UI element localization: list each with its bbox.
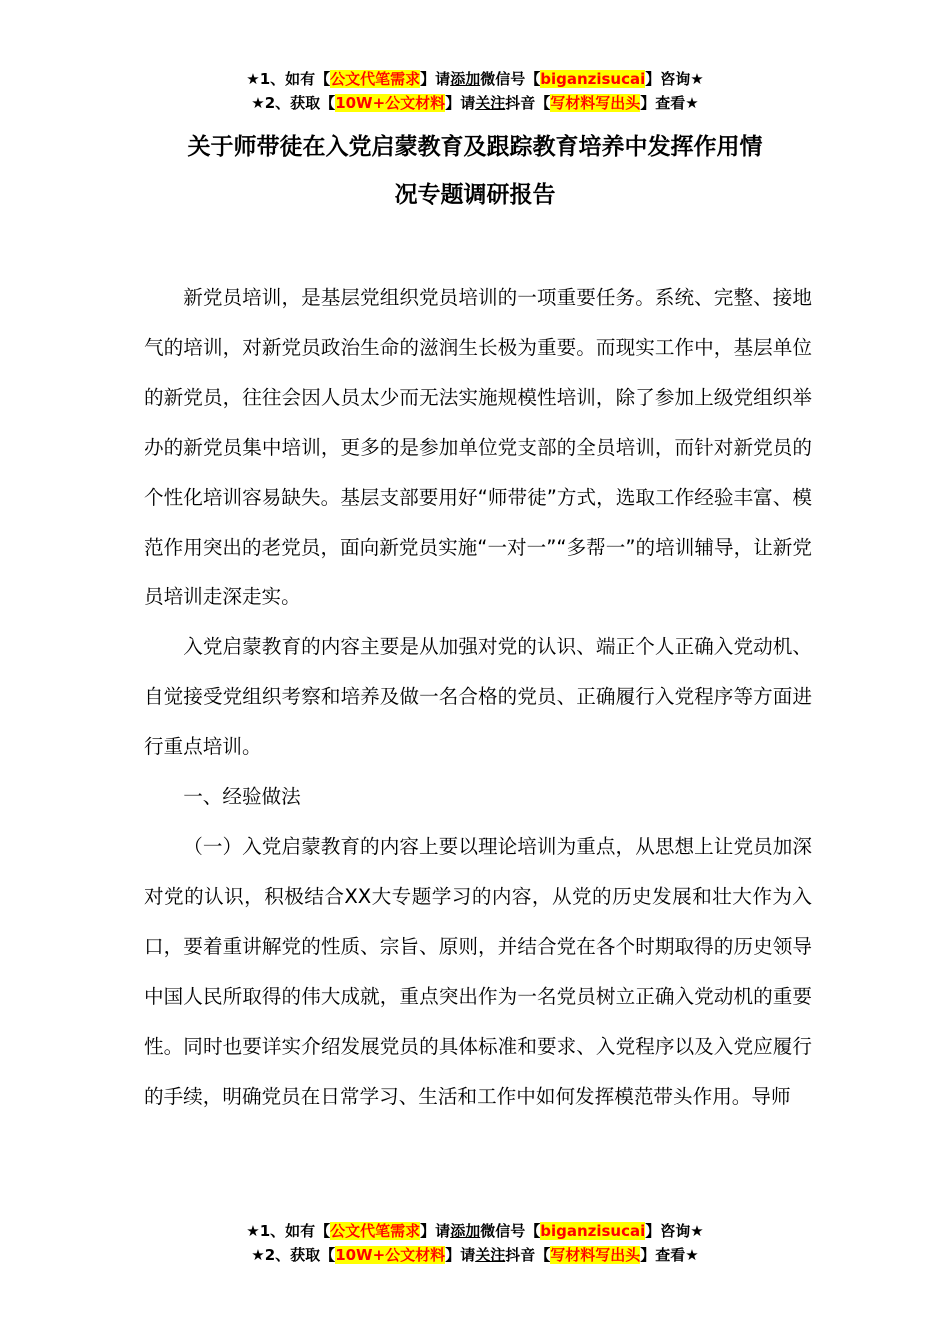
document-body <box>144 273 812 1121</box>
banner-underlined: 添加 <box>450 70 481 88</box>
banner-text: ★2、获取【 <box>251 1246 336 1264</box>
banner-text: 】咨询★ <box>645 70 704 88</box>
banner-text: 】请 <box>420 1222 451 1240</box>
banner-underlined: 关注 <box>475 1246 506 1264</box>
title-line-1: 关于师带徒在入党启蒙教育及跟踪教育培养中发挥作用情 <box>187 134 763 160</box>
banner-text: ★2、获取【 <box>251 94 336 112</box>
banner-text: ★1、如有【 <box>246 1222 331 1240</box>
footer-banner <box>0 1219 950 1267</box>
banner-highlight: 10W+公文材料 <box>335 1246 446 1264</box>
banner-highlight: 公文代笔需求 <box>330 70 421 88</box>
banner-text: 】咨询★ <box>645 1222 704 1240</box>
banner-underlined: 添加 <box>450 1222 481 1240</box>
banner-underlined: 关注 <box>475 94 506 112</box>
section-heading: 一、经验做法 <box>183 785 301 809</box>
banner-text: 】查看★ <box>640 94 699 112</box>
banner-text: 抖音【 <box>505 1246 551 1264</box>
banner-highlight: 10W+公文材料 <box>335 94 446 112</box>
title-line-2: 况专题调研报告 <box>394 182 556 208</box>
banner-text: 微信号【 <box>480 1222 541 1240</box>
banner-text: 抖音【 <box>505 94 551 112</box>
banner-text: 】查看★ <box>640 1246 699 1264</box>
banner-text: ★1、如有【 <box>246 70 331 88</box>
banner-line-2 <box>0 91 950 115</box>
paragraph: 入党启蒙教育的内容主要是从加强对党的认识、端正个人正确入党动机、自觉接受党组织考察和培养及做一名合格的党员、正确履行入党程序等方面进行重点培训。 <box>144 635 812 759</box>
banner-highlight: biganzisucai <box>540 70 646 88</box>
banner-text: 微信号【 <box>480 70 541 88</box>
banner-text: 】请 <box>445 1246 476 1264</box>
banner-line-1 <box>0 67 950 91</box>
banner-highlight: 写材料写出头 <box>550 94 641 112</box>
banner-line-1 <box>0 1219 950 1243</box>
banner-highlight: 写材料写出头 <box>550 1246 641 1264</box>
banner-highlight: biganzisucai <box>540 1222 646 1240</box>
banner-text: 】请 <box>445 94 476 112</box>
document-title <box>0 123 950 219</box>
paragraph: （一）入党启蒙教育的内容上要以理论培训为重点，从思想上让党员加深对党的认识，积极结合XX大专题学习的内容，从党的历史发展和壮大作为入口，要着重讲解党的性质、宗旨、原则，并结合党在各个时期取得的历史领导中国人民所取得的伟大成就，重点突出作为一名党员树立正确入党动机的重要性。同时也要详实介绍发展党员的具体标准和要求、入党程序以及入党应履行的手续，明确党员在日常学习、生活和工作中如何发挥模范带头作用。导师 <box>144 834 812 1108</box>
banner-highlight: 公文代笔需求 <box>330 1222 421 1240</box>
banner-text: 】请 <box>420 70 451 88</box>
paragraph: 新党员培训，是基层党组织党员培训的一项重要任务。系统、完整、接地气的培训，对新党员政治生命的滋润生长极为重要。而现实工作中，基层单位的新党员，往往会因人员太少而无法实施规模性培训，除了参加上级党组织举办的新党员集中培训，更多的是参加单位党支部的全员培训，而针对新党员的个性化培训容易缺失。基层支部要用好“师带徒”方式，选取工作经验丰富、模范作用突出的老党员，面向新党员实施“一对一”“多帮一”的培训辅导，让新党员培训走深走实。 <box>144 286 812 609</box>
header-banner <box>0 67 950 115</box>
banner-line-2 <box>0 1243 950 1267</box>
